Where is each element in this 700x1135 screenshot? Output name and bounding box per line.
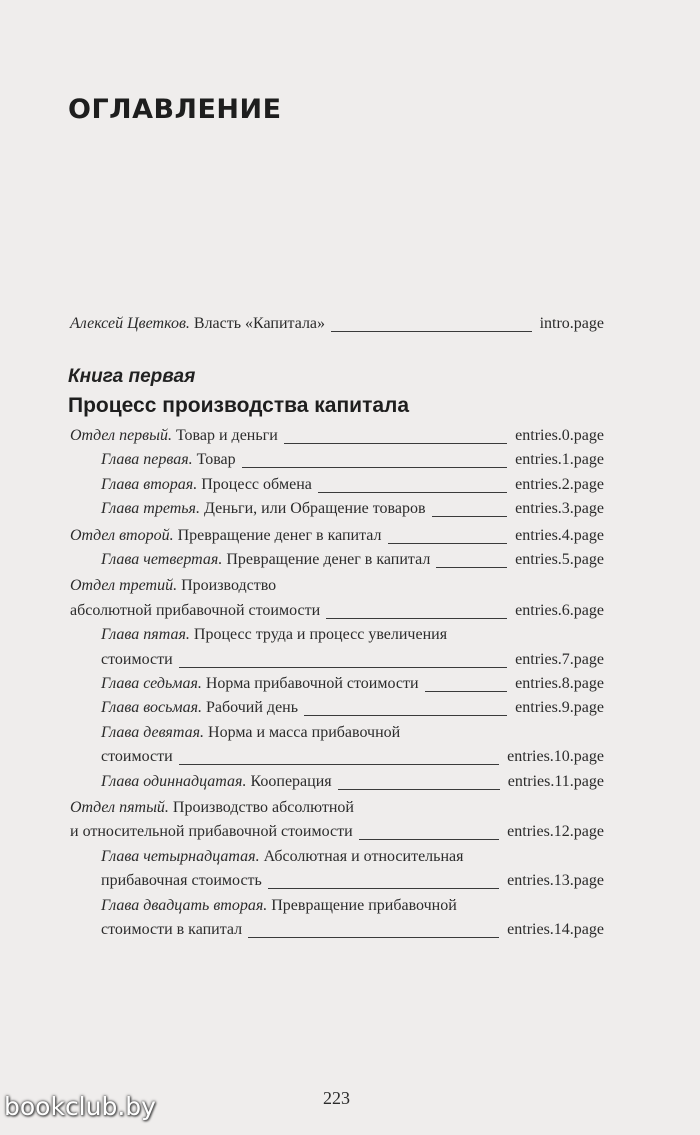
entry-line	[70, 798, 354, 818]
entry-title: Кооперация	[246, 772, 332, 790]
entry-title: Рабочий день	[202, 699, 299, 717]
entry-label: Глава вторая.	[101, 475, 198, 493]
undefined	[101, 499, 604, 521]
undefined	[70, 601, 604, 623]
entry-line	[101, 896, 457, 916]
entry-page: entries.6.page	[515, 601, 604, 619]
undefined	[101, 747, 604, 769]
entry-title: Превращение денег в капитал	[222, 551, 431, 568]
entry-text	[101, 674, 419, 694]
undefined	[101, 698, 604, 720]
entry-page: entries.0.page	[515, 427, 604, 444]
entry-text	[70, 822, 353, 842]
entry-text	[101, 920, 242, 940]
entry-page: entries.8.page	[515, 675, 604, 692]
entry-title: Превращение денег в капитал	[173, 526, 382, 544]
entry-line	[70, 576, 276, 596]
entry-title: Норма и масса прибавочной	[204, 723, 401, 741]
entry-text	[101, 698, 298, 718]
entry-line	[101, 847, 463, 867]
entry-page: intro.page	[539, 315, 604, 332]
leader-line	[179, 764, 500, 765]
undefined	[101, 674, 604, 696]
entry-title: Производство	[177, 577, 277, 595]
entry-title: Абсолютная и относительная	[259, 847, 464, 865]
entry-title: Процесс обмена	[197, 475, 312, 493]
entry-page: entries.3.page	[515, 500, 604, 518]
undefined	[70, 314, 604, 336]
entry-title: Производство абсолютной	[168, 799, 354, 816]
leader-line	[318, 492, 507, 493]
leader-line	[432, 516, 508, 517]
entry-text	[70, 314, 325, 334]
entry-text	[101, 747, 173, 767]
entry-text	[101, 499, 426, 519]
entry-label: Глава третья.	[101, 500, 200, 518]
leader-line	[268, 888, 499, 889]
undefined	[70, 426, 604, 448]
entry-title: прибавочная стоимость	[101, 872, 262, 890]
undefined	[101, 650, 604, 672]
book-label: Книга первая	[68, 366, 196, 387]
entry-text	[101, 450, 236, 470]
entry-label: Глава одиннадцатая.	[101, 772, 247, 790]
entry-title: стоимости	[101, 650, 173, 668]
undefined	[70, 526, 604, 548]
entry-title: Превращение прибавочной	[267, 896, 457, 914]
leader-line	[326, 618, 507, 619]
entry-label: Отдел первый.	[70, 427, 172, 444]
undefined	[101, 772, 604, 794]
entry-label: Отдел пятый.	[70, 799, 169, 816]
entry-label: Глава первая.	[101, 451, 193, 469]
undefined	[101, 550, 604, 572]
entry-label: Алексей Цветков.	[70, 315, 190, 332]
entry-title: стоимости	[101, 748, 173, 766]
undefined	[101, 450, 604, 472]
entry-page: entries.4.page	[515, 526, 604, 544]
leader-line	[248, 937, 499, 938]
entry-line	[101, 625, 447, 645]
entry-label: Глава двадцать вторая.	[101, 896, 268, 914]
entry-text	[101, 871, 262, 891]
entry-page: entries.5.page	[515, 551, 604, 568]
entry-page: entries.7.page	[515, 650, 604, 668]
entry-text	[101, 650, 173, 670]
entry-title: и относительной прибавочной стоимости	[70, 823, 353, 841]
entry-text	[70, 426, 278, 446]
undefined	[101, 920, 604, 942]
leader-line	[331, 331, 532, 332]
undefined	[101, 475, 604, 497]
entry-label: Отдел второй.	[70, 526, 174, 544]
entry-title: Товар	[192, 451, 236, 469]
undefined	[70, 822, 604, 844]
entry-page: entries.1.page	[515, 451, 604, 469]
entry-label: Глава восьмая.	[101, 699, 203, 717]
leader-line	[436, 567, 507, 568]
page-number: 223	[323, 1088, 350, 1108]
entry-label: Отдел третий.	[70, 577, 178, 595]
entry-title: Деньги, или Обращение товаров	[199, 500, 426, 518]
entry-page: entries.10.page	[507, 748, 604, 766]
leader-line	[284, 443, 507, 444]
book-title: Процесс производства капитала	[68, 394, 410, 417]
leader-line	[388, 543, 508, 544]
leader-line	[179, 667, 508, 668]
entry-title: Товар и деньги	[171, 427, 278, 444]
entry-title: Власть «Капитала»	[189, 315, 326, 332]
watermark: bookclub.by	[4, 1092, 156, 1121]
leader-line	[338, 789, 500, 790]
entry-title: Процесс труда и процесс увеличения	[189, 626, 448, 644]
entry-label: Глава девятая.	[101, 723, 205, 741]
page-title: ОГЛАВЛЕНИЕ	[68, 94, 282, 125]
entry-text	[70, 526, 382, 546]
leader-line	[359, 839, 499, 840]
entry-label: Глава пятая.	[101, 626, 190, 644]
entry-label: Глава седьмая.	[101, 675, 202, 692]
entry-page: entries.12.page	[507, 823, 604, 841]
entry-label: Глава четырнадцатая.	[101, 847, 260, 865]
entry-text	[101, 550, 430, 570]
entry-text	[101, 772, 332, 792]
entry-label: Глава четвертая.	[101, 551, 223, 568]
entry-text	[70, 601, 320, 621]
entry-line	[101, 723, 400, 743]
entry-page: entries.13.page	[507, 872, 604, 890]
leader-line	[425, 691, 508, 692]
leader-line	[304, 715, 507, 716]
entry-page: entries.2.page	[515, 475, 604, 493]
entry-page: entries.9.page	[515, 699, 604, 717]
entry-title: стоимости в капитал	[101, 921, 243, 938]
undefined	[101, 871, 604, 893]
leader-line	[242, 467, 507, 468]
entry-page: entries.14.page	[507, 921, 604, 938]
entry-page: entries.11.page	[507, 772, 604, 790]
entry-title: Норма прибавочной стоимости	[201, 675, 419, 692]
entry-title: абсолютной прибавочной стоимости	[70, 601, 321, 619]
entry-text	[101, 475, 312, 495]
